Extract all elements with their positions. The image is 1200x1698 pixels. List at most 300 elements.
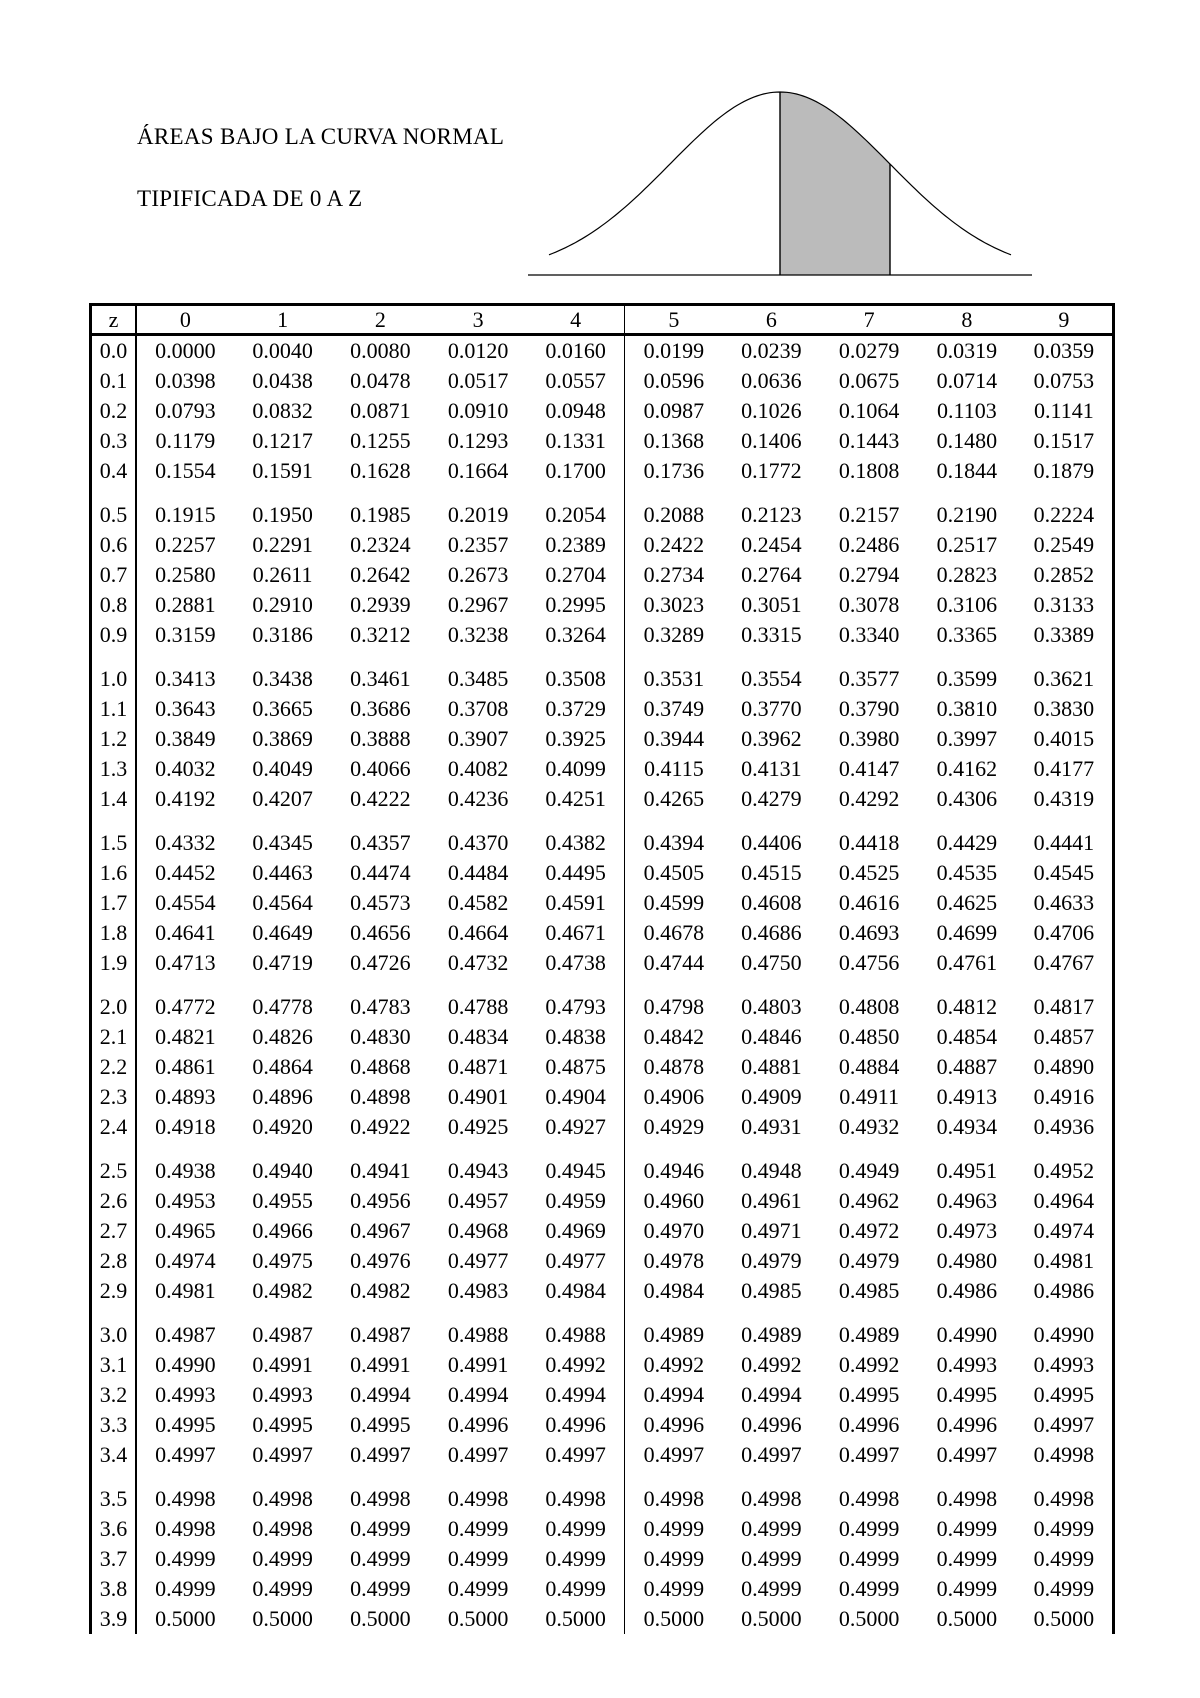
area-value-cell: 0.4987 (350, 1322, 411, 1347)
column-header-8: 8 (918, 305, 1016, 335)
area-value-cell: 0.4995 (252, 1412, 313, 1437)
area-value-cell: 0.4382 (527, 814, 625, 858)
area-value-cell: 0.3749 (643, 696, 705, 721)
z-value-cell: 1.6 (91, 858, 137, 888)
area-value-cell: 0.4265 (643, 786, 705, 811)
area-value-cell: 0.4641 (155, 920, 216, 945)
area-value-cell: 0.4625 (936, 890, 998, 915)
area-value-cell: 0.4147 (838, 756, 900, 781)
area-value-cell: 0.4990 (1033, 1322, 1095, 1347)
area-value-cell: 0.4997 (155, 1442, 216, 1467)
area-value-cell: 0.4998 (936, 1486, 998, 1511)
z-value-cell: 3.5 (91, 1470, 137, 1514)
area-value-cell: 0.4946 (643, 1158, 705, 1183)
shaded-area (780, 92, 890, 275)
area-value-cell: 0.4974 (155, 1248, 216, 1273)
area-value-cell: 0.3729 (527, 694, 625, 724)
area-value-cell: 0.4962 (838, 1188, 900, 1213)
z-value-cell: 2.6 (91, 1186, 137, 1216)
area-value-cell: 0.3599 (936, 666, 998, 691)
z-value-cell: 2.4 (91, 1112, 137, 1142)
area-value-cell: 0.0438 (252, 368, 313, 393)
z-value-cell: 3.8 (91, 1574, 137, 1604)
area-value-cell: 0.3264 (527, 620, 625, 650)
table-row (91, 888, 1114, 918)
area-value-cell: 0.0832 (252, 398, 313, 423)
z-value-cell: 1.3 (91, 754, 137, 784)
area-value-cell: 0.4842 (643, 1024, 705, 1049)
area-value-cell: 0.4997 (741, 1442, 802, 1467)
table-row (91, 1186, 1114, 1216)
table-row (91, 814, 1114, 858)
area-value-cell: 0.1915 (155, 502, 216, 527)
z-value-cell: 3.3 (91, 1410, 137, 1440)
area-value-cell: 0.3159 (155, 622, 216, 647)
area-value-cell: 0.4357 (350, 830, 411, 855)
area-value-cell: 0.4996 (838, 1412, 900, 1437)
area-value-cell: 0.2823 (936, 562, 998, 587)
z-value-cell: 2.8 (91, 1246, 137, 1276)
area-value-cell: 0.4738 (527, 948, 625, 978)
area-value-cell: 0.2967 (447, 592, 509, 617)
area-value-cell: 0.4649 (252, 920, 313, 945)
area-value-cell: 0.4850 (838, 1024, 900, 1049)
area-value-cell: 0.4998 (252, 1516, 313, 1541)
area-value-cell: 0.4834 (447, 1024, 509, 1049)
area-value-cell: 0.1217 (252, 428, 313, 453)
area-value-cell: 0.1255 (350, 428, 411, 453)
area-value-cell: 0.4452 (155, 860, 216, 885)
z-value-cell: 1.1 (91, 694, 137, 724)
area-value-cell: 0.4999 (155, 1546, 216, 1571)
area-value-cell: 0.4535 (936, 860, 998, 885)
area-value-cell: 0.4817 (1033, 994, 1095, 1019)
area-value-cell: 0.4846 (741, 1024, 802, 1049)
area-value-cell: 0.3888 (350, 726, 411, 751)
area-value-cell: 0.0910 (447, 398, 509, 423)
area-value-cell: 0.2019 (447, 502, 509, 527)
table-row (91, 650, 1114, 694)
area-value-cell: 0.4854 (936, 1024, 998, 1049)
area-value-cell: 0.4956 (350, 1188, 411, 1213)
z-value-cell: 2.9 (91, 1276, 137, 1306)
area-value-cell: 0.4993 (936, 1352, 998, 1377)
area-value-cell: 0.4971 (741, 1218, 802, 1243)
area-value-cell: 0.4991 (252, 1352, 313, 1377)
area-value-cell: 0.2794 (838, 562, 900, 587)
table-row (91, 1470, 1114, 1514)
area-value-cell: 0.3770 (741, 696, 802, 721)
area-value-cell: 0.4981 (1033, 1248, 1095, 1273)
z-table (89, 303, 1115, 1634)
area-value-cell: 0.4573 (350, 890, 411, 915)
area-value-cell: 0.4981 (155, 1278, 216, 1303)
area-value-cell: 0.2704 (527, 560, 625, 590)
area-value-cell: 0.1517 (1033, 428, 1095, 453)
area-value-cell: 0.4991 (350, 1352, 411, 1377)
area-value-cell: 0.4998 (741, 1486, 802, 1511)
area-value-cell: 0.0753 (1033, 368, 1095, 393)
z-value-cell: 2.7 (91, 1216, 137, 1246)
area-value-cell: 0.2881 (155, 592, 216, 617)
area-value-cell: 0.2088 (643, 502, 705, 527)
area-value-cell: 0.4750 (741, 950, 802, 975)
area-value-cell: 0.4901 (447, 1084, 509, 1109)
area-value-cell: 0.4699 (936, 920, 998, 945)
area-value-cell: 0.4955 (252, 1188, 313, 1213)
column-header-5: 5 (625, 305, 723, 335)
area-value-cell: 0.4236 (447, 786, 509, 811)
area-value-cell: 0.3708 (447, 696, 509, 721)
z-value-cell: 1.5 (91, 814, 137, 858)
area-value-cell: 0.0239 (741, 338, 802, 363)
table-row (91, 1574, 1114, 1604)
area-value-cell: 0.4515 (741, 860, 802, 885)
z-value-cell: 1.8 (91, 918, 137, 948)
area-value-cell: 0.1406 (741, 428, 802, 453)
area-value-cell: 0.4987 (252, 1322, 313, 1347)
area-value-cell: 0.4998 (527, 1470, 625, 1514)
area-value-cell: 0.4463 (252, 860, 313, 885)
table-row (91, 335, 1114, 367)
area-value-cell: 0.4989 (741, 1322, 802, 1347)
area-value-cell: 0.4943 (447, 1158, 509, 1183)
area-value-cell: 0.4706 (1033, 920, 1095, 945)
area-value-cell: 0.0160 (527, 335, 625, 367)
area-value-cell: 0.3849 (155, 726, 216, 751)
area-value-cell: 0.3869 (252, 726, 313, 751)
area-value-cell: 0.4564 (252, 890, 313, 915)
area-value-cell: 0.4115 (644, 756, 704, 781)
table-row (91, 486, 1114, 530)
area-value-cell: 0.4099 (527, 754, 625, 784)
area-value-cell: 0.4997 (643, 1442, 705, 1467)
column-header-9: 9 (1016, 305, 1114, 335)
area-value-cell: 0.4997 (527, 1440, 625, 1470)
area-value-cell: 0.1628 (350, 458, 411, 483)
area-value-cell: 0.4998 (350, 1486, 411, 1511)
area-value-cell: 0.0987 (643, 398, 705, 423)
area-value-cell: 0.4994 (447, 1382, 509, 1407)
area-value-cell: 0.3790 (838, 696, 900, 721)
area-value-cell: 0.4686 (741, 920, 802, 945)
area-value-cell: 0.4896 (252, 1084, 313, 1109)
area-value-cell: 0.3461 (350, 666, 411, 691)
area-value-cell: 0.4015 (1033, 726, 1095, 751)
area-value-cell: 0.4812 (936, 994, 998, 1019)
area-value-cell: 0.3340 (838, 622, 900, 647)
area-value-cell: 0.4319 (1033, 786, 1095, 811)
area-value-cell: 0.4997 (1033, 1412, 1095, 1437)
area-value-cell: 0.4999 (252, 1546, 313, 1571)
area-value-cell: 0.4878 (643, 1054, 705, 1079)
area-value-cell: 0.1700 (527, 456, 625, 486)
area-value-cell: 0.4999 (936, 1546, 998, 1571)
area-value-cell: 0.5000 (838, 1606, 900, 1631)
area-value-cell: 0.4972 (838, 1218, 900, 1243)
area-value-cell: 0.4993 (155, 1382, 216, 1407)
table-row (91, 754, 1114, 784)
z-value-cell: 1.4 (91, 784, 137, 814)
area-value-cell: 0.4925 (447, 1114, 509, 1139)
area-value-cell: 0.1844 (936, 458, 998, 483)
column-header-4: 4 (527, 305, 625, 335)
area-value-cell: 0.5000 (643, 1606, 705, 1631)
area-value-cell: 0.4997 (936, 1442, 998, 1467)
area-value-cell: 0.4893 (155, 1084, 216, 1109)
table-row (91, 1022, 1114, 1052)
z-value-cell: 3.4 (91, 1440, 137, 1470)
area-value-cell: 0.4995 (838, 1382, 900, 1407)
area-value-cell: 0.4977 (447, 1248, 509, 1273)
area-value-cell: 0.4997 (838, 1442, 900, 1467)
area-value-cell: 0.4970 (643, 1218, 705, 1243)
area-value-cell: 0.4999 (643, 1546, 705, 1571)
area-value-cell: 0.0120 (447, 338, 509, 363)
area-value-cell: 0.4986 (936, 1278, 998, 1303)
area-value-cell: 0.3531 (643, 666, 705, 691)
area-value-cell: 0.4979 (838, 1248, 900, 1273)
area-value-cell: 0.4932 (838, 1114, 900, 1139)
area-value-cell: 0.4406 (741, 830, 802, 855)
z-value-cell: 0.7 (91, 560, 137, 590)
area-value-cell: 0.0793 (155, 398, 216, 423)
z-value-cell: 0.3 (91, 426, 137, 456)
area-value-cell: 0.0517 (447, 368, 509, 393)
z-value-cell: 0.2 (91, 396, 137, 426)
area-value-cell: 0.0398 (155, 368, 216, 393)
area-value-cell: 0.1103 (937, 398, 997, 423)
area-value-cell: 0.4975 (252, 1248, 313, 1273)
table-row (91, 1142, 1114, 1186)
table-row (91, 918, 1114, 948)
area-value-cell: 0.4066 (350, 756, 411, 781)
area-value-cell: 0.1554 (155, 458, 216, 483)
area-value-cell: 0.2764 (741, 562, 802, 587)
area-value-cell: 0.0636 (741, 368, 802, 393)
area-value-cell: 0.4995 (350, 1412, 411, 1437)
table-row (91, 858, 1114, 888)
z-value-cell: 2.5 (91, 1142, 137, 1186)
area-value-cell: 0.3577 (838, 666, 900, 691)
area-value-cell: 0.4678 (643, 920, 705, 945)
area-value-cell: 0.2224 (1033, 502, 1095, 527)
area-value-cell: 0.4881 (741, 1054, 802, 1079)
area-value-cell: 0.4999 (527, 1544, 625, 1574)
area-value-cell: 0.4999 (838, 1516, 900, 1541)
area-value-cell: 0.5000 (741, 1606, 802, 1631)
area-value-cell: 0.0279 (838, 338, 900, 363)
area-value-cell: 0.4909 (741, 1084, 802, 1109)
area-value-cell: 0.1664 (447, 458, 509, 483)
area-value-cell: 0.4938 (155, 1158, 216, 1183)
table-row (91, 784, 1114, 814)
area-value-cell: 0.4591 (527, 888, 625, 918)
area-value-cell: 0.3485 (447, 666, 509, 691)
area-value-cell: 0.4940 (252, 1158, 313, 1183)
area-value-cell: 0.4554 (155, 890, 216, 915)
area-value-cell: 0.4998 (252, 1486, 313, 1511)
area-value-cell: 0.4994 (741, 1382, 802, 1407)
area-value-cell: 0.4890 (1033, 1054, 1095, 1079)
area-value-cell: 0.4978 (643, 1248, 705, 1273)
area-value-cell: 0.4370 (447, 830, 509, 855)
area-value-cell: 0.2123 (741, 502, 802, 527)
area-value-cell: 0.4929 (643, 1114, 705, 1139)
area-value-cell: 0.1808 (838, 458, 900, 483)
area-value-cell: 0.4998 (155, 1516, 216, 1541)
area-value-cell: 0.4959 (527, 1186, 625, 1216)
area-value-cell: 0.2054 (527, 486, 625, 530)
area-value-cell: 0.2291 (252, 532, 313, 557)
area-value-cell: 0.3810 (936, 696, 998, 721)
z-value-cell: 1.7 (91, 888, 137, 918)
area-value-cell: 0.4207 (252, 786, 313, 811)
column-header-3: 3 (429, 305, 527, 335)
area-value-cell: 0.4713 (155, 950, 216, 975)
area-value-cell: 0.4998 (1033, 1442, 1095, 1467)
area-value-cell: 0.4633 (1033, 890, 1095, 915)
area-value-cell: 0.4999 (1033, 1546, 1095, 1571)
area-value-cell: 0.4996 (447, 1412, 509, 1437)
area-value-cell: 0.4871 (447, 1054, 509, 1079)
area-value-cell: 0.4997 (252, 1442, 313, 1467)
area-value-cell: 0.4999 (936, 1516, 998, 1541)
area-value-cell: 0.3186 (252, 622, 313, 647)
area-value-cell: 0.4664 (447, 920, 509, 945)
area-value-cell: 0.4992 (741, 1352, 802, 1377)
table-row (91, 1604, 1114, 1634)
area-value-cell: 0.1772 (741, 458, 802, 483)
area-value-cell: 0.4931 (741, 1114, 802, 1139)
area-value-cell: 0.3925 (527, 724, 625, 754)
z-value-cell: 0.4 (91, 456, 137, 486)
area-value-cell: 0.3023 (643, 592, 705, 617)
area-value-cell: 0.2580 (155, 562, 216, 587)
z-value-cell: 1.9 (91, 948, 137, 978)
area-value-cell: 0.4032 (155, 756, 216, 781)
area-value-cell: 0.4953 (155, 1188, 216, 1213)
area-value-cell: 0.4996 (936, 1412, 998, 1437)
area-value-cell: 0.2486 (838, 532, 900, 557)
area-value-cell: 0.4999 (155, 1576, 216, 1601)
area-value-cell: 0.4545 (1033, 860, 1095, 885)
table-row (91, 724, 1114, 754)
area-value-cell: 0.4906 (643, 1084, 705, 1109)
area-value-cell: 0.2549 (1033, 532, 1095, 557)
area-value-cell: 0.4998 (643, 1486, 705, 1511)
area-value-cell: 0.4999 (527, 1514, 625, 1544)
area-value-cell: 0.4887 (936, 1054, 998, 1079)
area-value-cell: 0.3686 (350, 696, 411, 721)
area-value-cell: 0.4986 (1033, 1278, 1095, 1303)
area-value-cell: 0.4474 (350, 860, 411, 885)
table-row (91, 1350, 1114, 1380)
area-value-cell: 0.4838 (527, 1022, 625, 1052)
area-value-cell: 0.3238 (447, 622, 509, 647)
table-row (91, 694, 1114, 724)
z-value-cell: 0.1 (91, 366, 137, 396)
table-row (91, 1082, 1114, 1112)
area-value-cell: 0.3643 (155, 696, 216, 721)
area-value-cell: 0.4999 (936, 1576, 998, 1601)
area-value-cell: 0.4999 (741, 1576, 802, 1601)
table-row (91, 978, 1114, 1022)
area-value-cell: 0.0199 (643, 338, 705, 363)
area-value-cell: 0.2611 (252, 562, 313, 587)
area-value-cell: 0.4999 (527, 1574, 625, 1604)
area-value-cell: 0.4222 (350, 786, 411, 811)
area-value-cell: 0.2673 (447, 562, 509, 587)
area-value-cell: 0.4999 (838, 1576, 900, 1601)
area-value-cell: 0.0359 (1033, 338, 1095, 363)
area-value-cell: 0.3413 (155, 666, 216, 691)
area-value-cell: 0.4984 (643, 1278, 705, 1303)
area-value-cell: 0.4992 (527, 1350, 625, 1380)
table-row (91, 1276, 1114, 1306)
area-value-cell: 0.4911 (839, 1084, 899, 1109)
column-header-2: 2 (332, 305, 430, 335)
area-value-cell: 0.1736 (643, 458, 705, 483)
table-row (91, 590, 1114, 620)
area-value-cell: 0.4999 (643, 1576, 705, 1601)
area-value-cell: 0.0948 (527, 396, 625, 426)
table-row (91, 1514, 1114, 1544)
area-value-cell: 0.1141 (1034, 398, 1094, 423)
area-value-cell: 0.0596 (643, 368, 705, 393)
area-value-cell: 0.4608 (741, 890, 802, 915)
area-value-cell: 0.4999 (350, 1546, 411, 1571)
area-value-cell: 0.2190 (936, 502, 998, 527)
z-value-cell: 0.9 (91, 620, 137, 650)
area-value-cell: 0.2324 (350, 532, 411, 557)
area-value-cell: 0.3665 (252, 696, 313, 721)
area-value-cell: 0.4778 (252, 994, 313, 1019)
area-value-cell: 0.4961 (741, 1188, 802, 1213)
area-value-cell: 0.1985 (350, 502, 411, 527)
area-value-cell: 0.4788 (447, 994, 509, 1019)
area-value-cell: 0.4992 (643, 1352, 705, 1377)
area-value-cell: 0.5000 (252, 1606, 313, 1631)
table-row (91, 1410, 1114, 1440)
area-value-cell: 0.4989 (643, 1322, 705, 1347)
area-value-cell: 0.4948 (741, 1158, 802, 1183)
area-value-cell: 0.5000 (936, 1606, 998, 1631)
area-value-cell: 0.4976 (350, 1248, 411, 1273)
area-value-cell: 0.3051 (741, 592, 802, 617)
area-value-cell: 0.0557 (527, 366, 625, 396)
area-value-cell: 0.4995 (1033, 1382, 1095, 1407)
area-value-cell: 0.3365 (936, 622, 998, 647)
area-value-cell: 0.4756 (838, 950, 900, 975)
table-row (91, 1544, 1114, 1574)
area-value-cell: 0.4982 (252, 1278, 313, 1303)
z-value-cell: 3.9 (91, 1604, 137, 1634)
area-value-cell: 0.4826 (252, 1024, 313, 1049)
table-row (91, 1112, 1114, 1142)
area-value-cell: 0.4964 (1033, 1188, 1095, 1213)
area-value-cell: 0.4726 (350, 950, 411, 975)
area-value-cell: 0.4999 (741, 1516, 802, 1541)
area-value-cell: 0.1026 (741, 398, 802, 423)
area-value-cell: 0.4994 (527, 1380, 625, 1410)
area-value-cell: 0.4830 (350, 1024, 411, 1049)
area-value-cell: 0.1331 (527, 426, 625, 456)
area-value-cell: 0.4898 (350, 1084, 411, 1109)
area-value-cell: 0.4793 (527, 978, 625, 1022)
area-value-cell: 0.4985 (741, 1278, 802, 1303)
area-value-cell: 0.4808 (838, 994, 900, 1019)
